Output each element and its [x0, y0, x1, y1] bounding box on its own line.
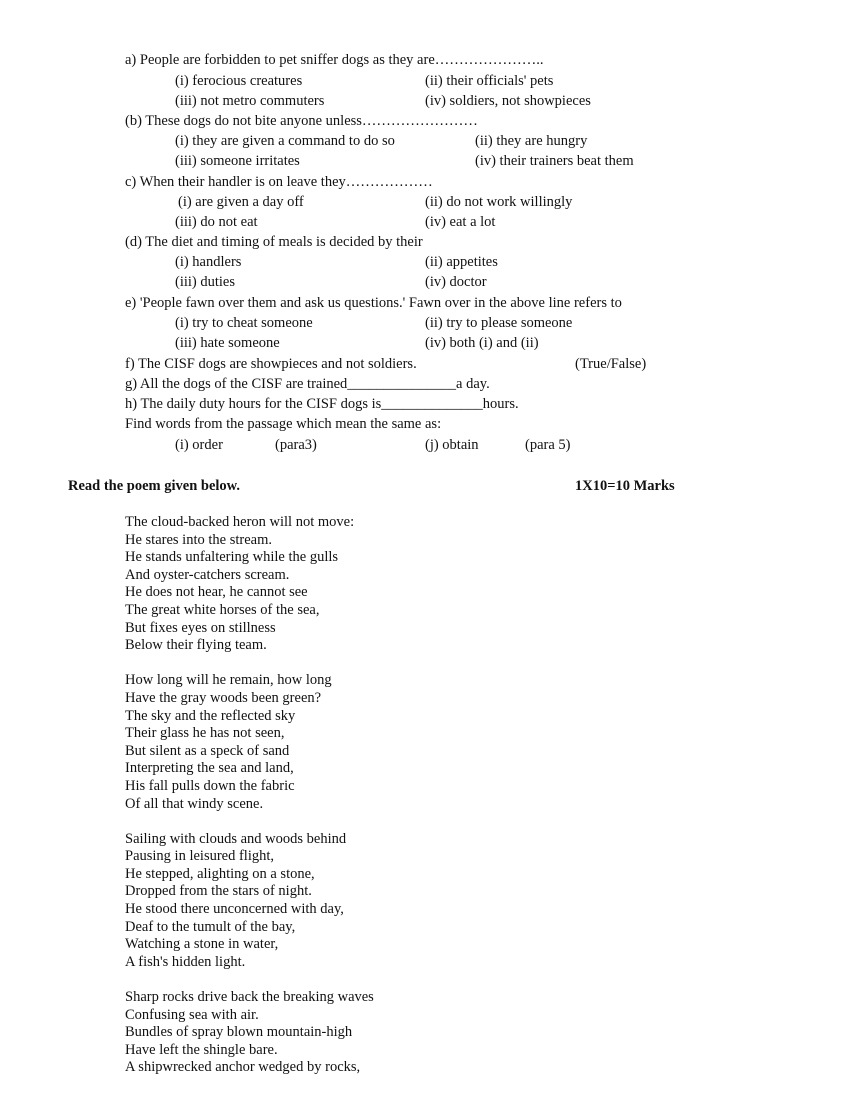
poem-line: He stares into the stream.: [125, 531, 272, 548]
question-f-stem: f) The CISF dogs are showpieces and not soldiers.: [125, 356, 417, 372]
question-b-stem: (b) These dogs do not bite anyone unless……………………: [125, 113, 478, 129]
question-e-option-4: (iv) both (i) and (ii): [425, 335, 539, 351]
question-h-stem: h) The daily duty hours for the CISF dogs is______________hours.: [125, 396, 519, 412]
question-d-stem: (d) The diet and timing of meals is decided by their: [125, 234, 423, 250]
poem-line: Confusing sea with air.: [125, 1006, 259, 1023]
question-d-option-1: (i) handlers: [175, 254, 242, 270]
section-heading: Read the poem given below.: [68, 478, 240, 494]
question-b-option-1: (i) they are given a command to do so: [175, 133, 395, 149]
poem-line: Bundles of spray blown mountain-high: [125, 1024, 353, 1041]
question-c-option-1: (i) are given a day off: [178, 194, 304, 210]
find-word-i-para: (para3): [275, 437, 317, 453]
question-a-stem: a) People are forbidden to pet sniffer dogs as they are…………………..: [125, 52, 544, 68]
poem: [125, 514, 374, 1077]
question-e-option-3: (iii) hate someone: [175, 335, 280, 351]
question-c-option-3: (iii) do not eat: [175, 214, 258, 230]
poem-line: The sky and the reflected sky: [125, 707, 296, 724]
poem-line: But silent as a speck of sand: [125, 742, 290, 759]
poem-line: A fish's hidden light.: [125, 953, 246, 970]
poem-line: Pausing in leisured flight,: [125, 848, 275, 865]
question-a-option-2: (ii) their officials' pets: [425, 73, 554, 89]
question-c-option-4: (iv) eat a lot: [425, 214, 496, 230]
poem-line: He does not hear, he cannot see: [125, 584, 308, 601]
poem-line: How long will he remain, how long: [125, 672, 332, 689]
question-b-option-4: (iv) their trainers beat them: [475, 153, 634, 169]
question-e-option-2: (ii) try to please someone: [425, 315, 573, 331]
poem-line: Dropped from the stars of night.: [125, 883, 312, 900]
poem-line: Their glass he has not seen,: [125, 725, 285, 742]
poem-line: Have the gray woods been green?: [125, 689, 322, 706]
question-a-option-1: (i) ferocious creatures: [175, 73, 303, 89]
poem-line: His fall pulls down the fabric: [125, 777, 295, 794]
poem-line: Sailing with clouds and woods behind: [125, 830, 347, 847]
question-e-stem: e) 'People fawn over them and ask us questions.' Fawn over in the above line refers to: [125, 295, 622, 311]
poem-stanza-3: [125, 831, 374, 972]
poem-line: The cloud-backed heron will not move:: [125, 514, 355, 530]
question-d-option-3: (iii) duties: [175, 274, 236, 290]
poem-line: Watching a stone in water,: [125, 936, 279, 953]
find-word-j: (j) obtain: [425, 437, 479, 453]
question-a-option-4: (iv) soldiers, not showpieces: [425, 93, 591, 109]
question-d-option-2: (ii) appetites: [425, 254, 498, 270]
question-g-stem: g) All the dogs of the CISF are trained_______________a day.: [125, 376, 490, 392]
poem-line: Of all that windy scene.: [125, 795, 264, 812]
poem-line: And oyster-catchers scream.: [125, 566, 290, 583]
question-f-true-false-tag: (True/False): [575, 356, 647, 372]
poem-stanza-2: [125, 672, 374, 813]
find-word-j-para: (para 5): [525, 437, 571, 453]
poem-line: Below their flying team.: [125, 637, 267, 654]
question-a-option-3: (iii) not metro commuters: [175, 93, 325, 109]
poem-line: Interpreting the sea and land,: [125, 760, 294, 777]
section-marks: 1X10=10 Marks: [575, 478, 675, 494]
poem-stanza-4: [125, 989, 374, 1077]
question-c-stem: c) When their handler is on leave they………………: [125, 174, 433, 190]
poem-line: He stood there unconcerned with day,: [125, 901, 344, 918]
poem-line: Sharp rocks drive back the breaking waves: [125, 989, 374, 1006]
question-b-option-3: (iii) someone irritates: [175, 153, 300, 169]
question-b-option-2: (ii) they are hungry: [475, 133, 588, 149]
poem-line: But fixes eyes on stillness: [125, 619, 276, 636]
question-d-option-4: (iv) doctor: [425, 274, 487, 290]
poem-line: Deaf to the tumult of the bay,: [125, 918, 296, 935]
poem-line: The great white horses of the sea,: [125, 601, 320, 618]
poem-line: Have left the shingle bare.: [125, 1041, 278, 1058]
poem-line: He stands unfaltering while the gulls: [125, 549, 339, 566]
poem-line: A shipwrecked anchor wedged by rocks,: [125, 1059, 361, 1076]
find-word-i: (i) order: [175, 437, 223, 453]
question-e-option-1: (i) try to cheat someone: [175, 315, 313, 331]
question-c-option-2: (ii) do not work willingly: [425, 194, 573, 210]
find-words-instruction: Find words from the passage which mean the same as:: [125, 416, 442, 432]
poem-line: He stepped, alighting on a stone,: [125, 865, 315, 882]
poem-stanza-1: [125, 514, 374, 655]
